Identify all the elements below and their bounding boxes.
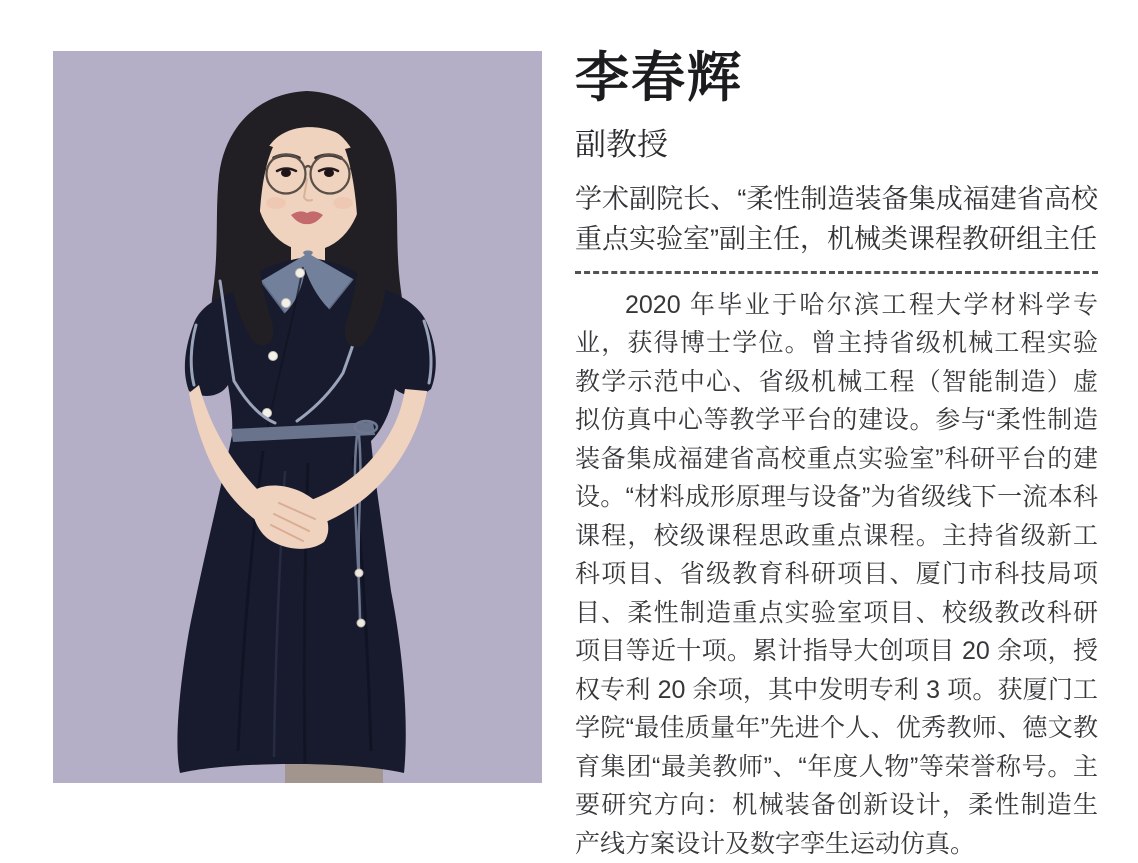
biography-text: 2020 年毕业于哈尔滨工程大学材料学专业，获得博士学位。曾主持省级机械工程实验教学示范中心、省级机械工程（智能制造）虚拟仿真中心等教学平台的建设。参与“柔性制造装备集成福建省高校重点实验室”科研平台的建设。“材料成形原理与设备”为省级线下一流本科课程，校级课程思政重点课程。主持省级新工科项目、省级教育科研项目、厦门市科技局项目、柔性制造重点实验室项目、校级教改科研项目等近十项。累计指导大创项目 20 余项，授权专利 20 余项，其中发明专利 3 项。获厦门工学院“最佳质量年”先进个人、优秀教师、德文教育集团“最美教师”、“年度人物”等荣誉称号。主要研究方向：机械装备创新设计，柔性制造生产线方案设计及数字孪生运动仿真。	[575, 290, 1098, 858]
eye-right	[324, 169, 334, 177]
academic-rank: 副教授	[575, 126, 668, 162]
portrait-illustration	[53, 51, 542, 783]
dashed-divider	[575, 271, 1098, 274]
eye-left	[281, 169, 291, 177]
blush-right	[333, 197, 353, 209]
portrait-photo	[53, 51, 542, 783]
blush-left	[266, 197, 286, 209]
person-name: 李春辉	[575, 48, 743, 108]
profile-content	[575, 46, 1098, 863]
position-title: 学术副院长、“柔性制造装备集成福建省高校重点实验室”副主任，机械类课程教研组主任	[575, 183, 1098, 254]
